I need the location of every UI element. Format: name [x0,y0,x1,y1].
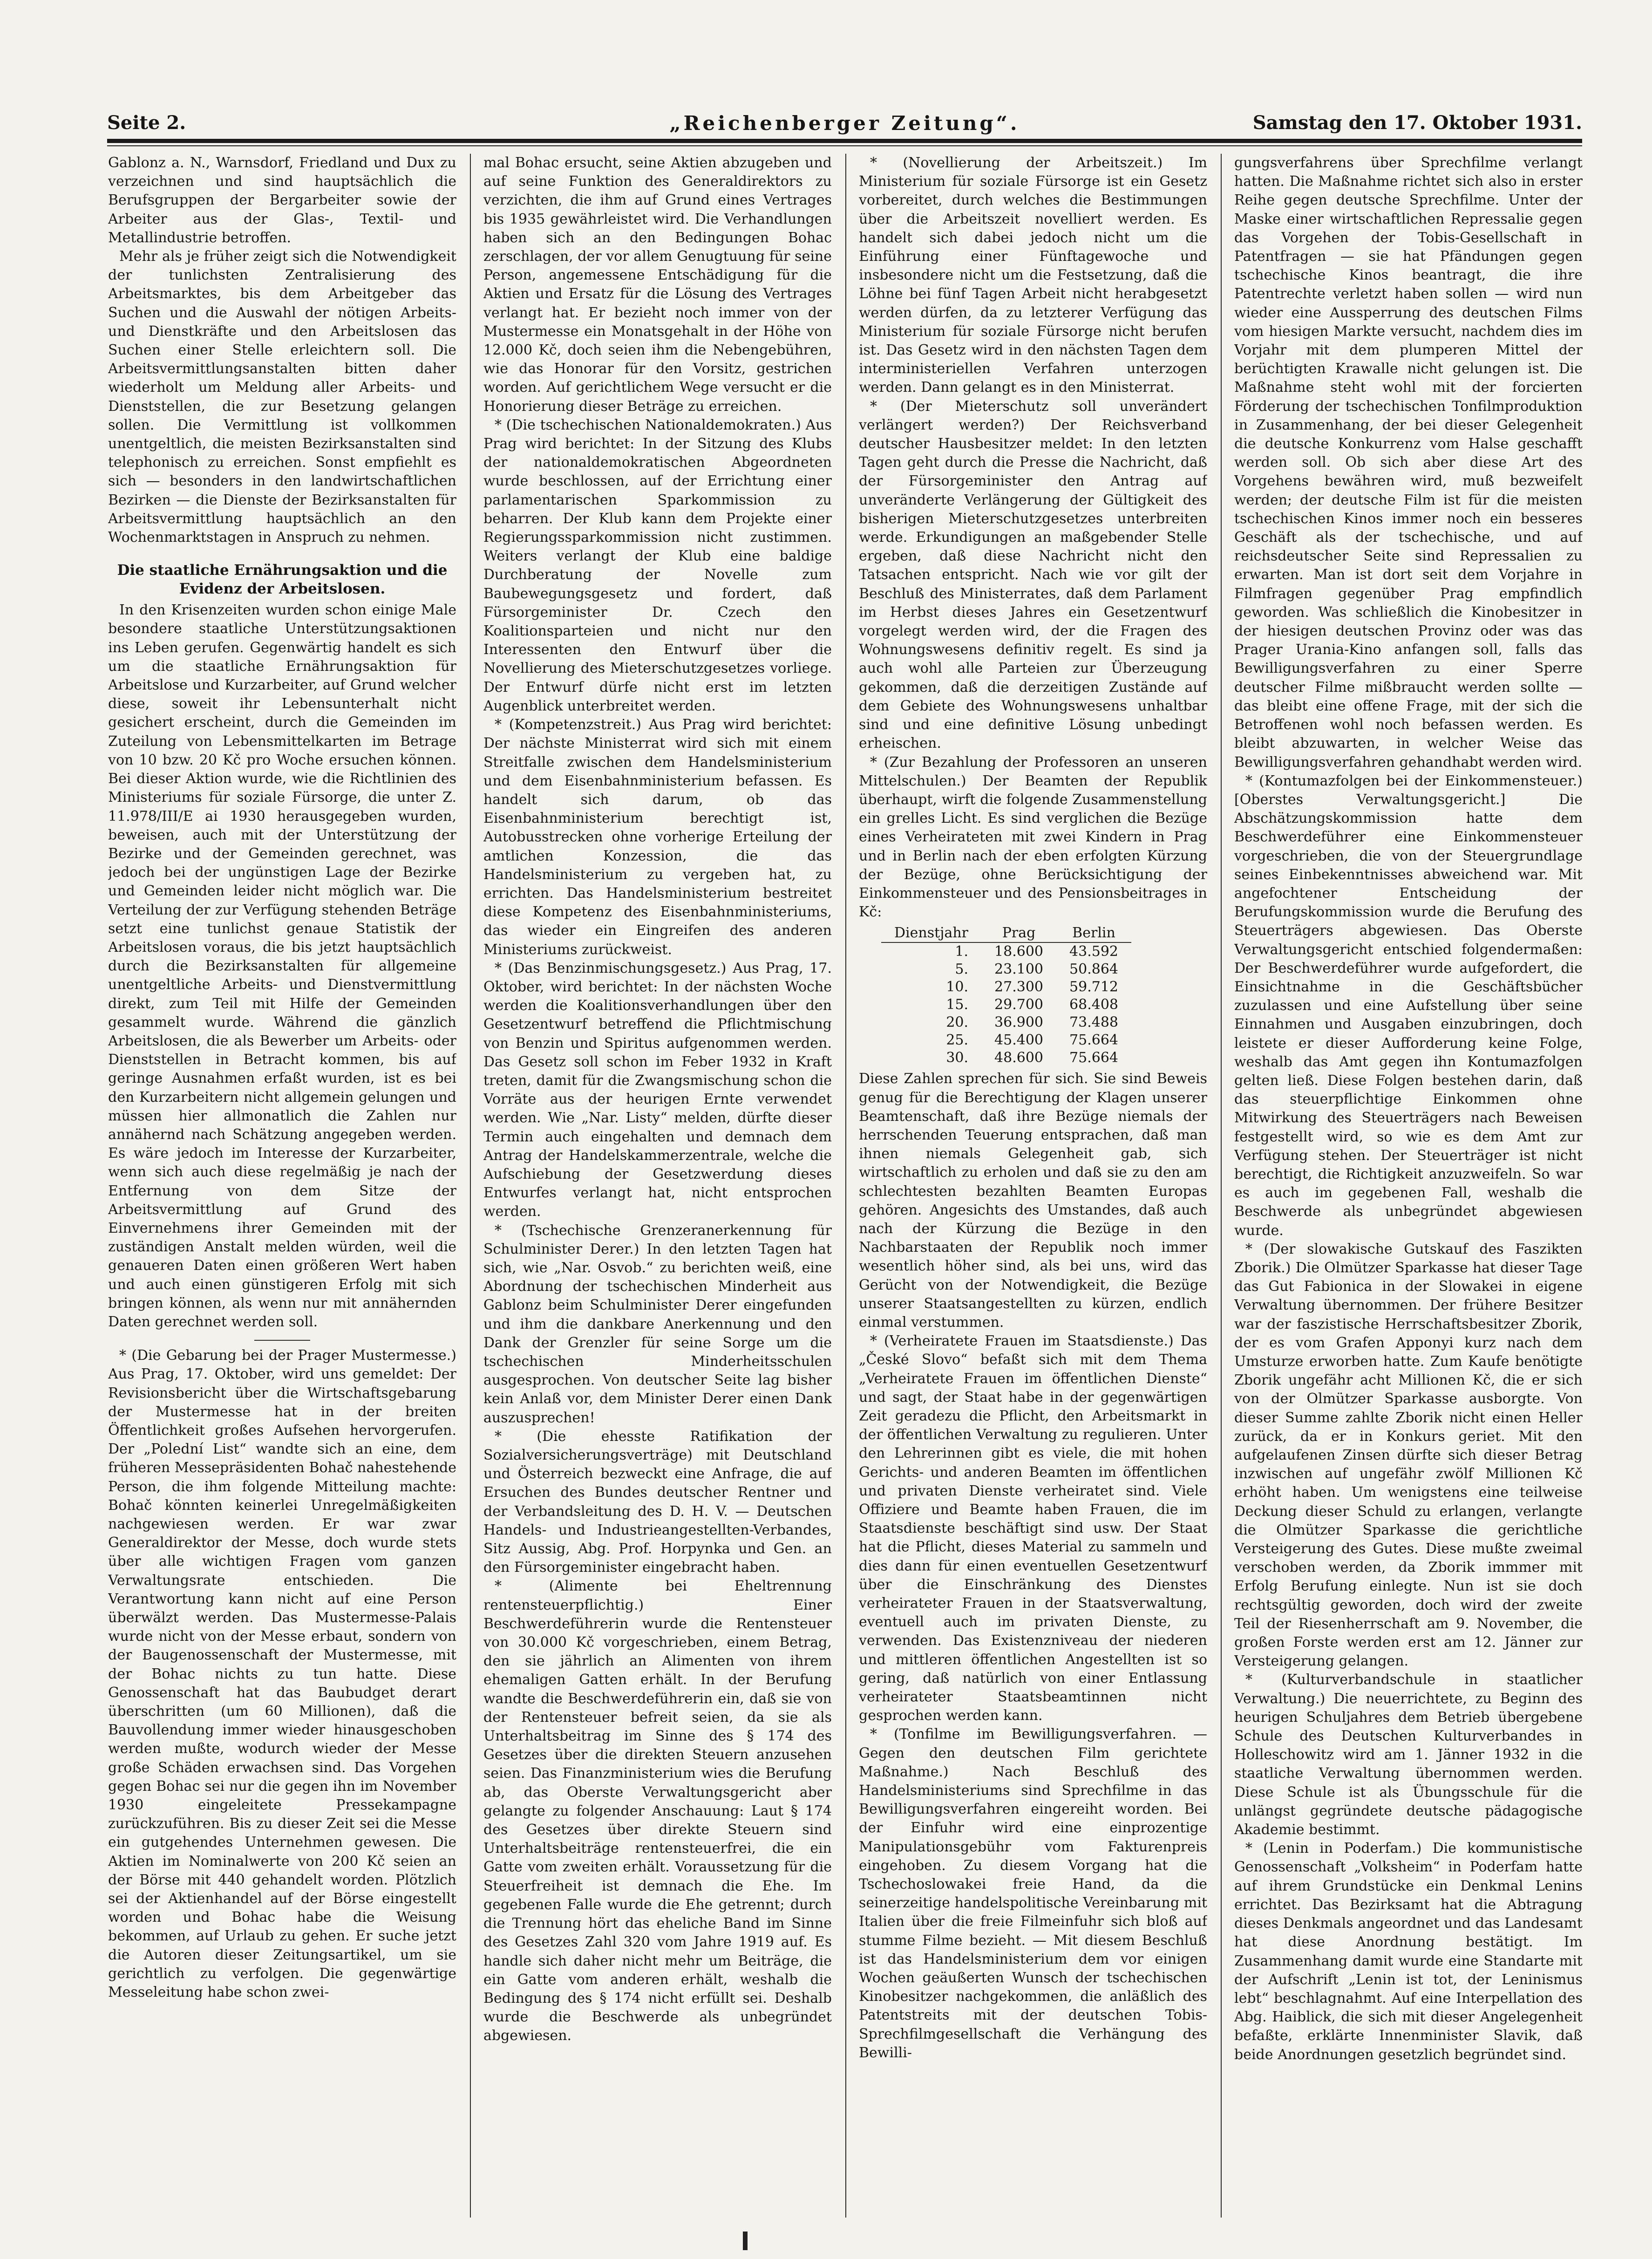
table-cell-berlin: 75.664 [1069,1032,1118,1049]
table-cell-prag: 27.300 [994,979,1044,996]
news-item: * (Novellierung der Arbeitszeit.) Im Ministerium für soziale Fürsorge ist ein Gesetz vorbereitet, durch welches die Bestimmungen über die Arbeitszeit novelliert werden. Es handelt sich dabei jedoch nicht um die Einführung einer Fünftagewoche und insbesondere nicht um die Festsetzung, daß die Löhne bei fünf Tagen Arbeit nicht herabgesetzt werden dürfen, da zu letzterer Verfügung das Ministerium für soziale Fürsorge nicht berufen ist. Das Gesetz wird in den nächsten Tagen dem interministeriellen Verfahren unterzogen werden. Dann gelangt es in den Ministerrat. [859,155,1207,396]
news-item: * (Zur Bezahlung der Professoren an unseren Mittelschulen.) Der Beamten der Republik überhaupt, wirft die folgende Zusammenstellung ein grelles Licht. Es sind verglichen die Bezüge eines Verheirateten mit zwei Kindern in Prag und in Berlin nach der eben erfolgten Kürzung der Bezüge, ohne Berücksichtigung der Einkommensteuer und des Pensionsbeitrages in Kč: [859,754,1207,921]
table-header: Prag [981,924,1056,942]
article-text: Mehr als je früher zeigt sich die Notwendigkeit der tunlichsten Zentralisierung des Arbeitsmarktes, bis dem Arbeitgeber das Suchen und die Auswahl der nötigen Arbeits- und Dienstkräfte und den Arbeitslosen das Suchen einer Stelle erleichtern soll. Die Arbeitsvermittlungsanstalten bitten daher wiederholt um Meldung aller Arbeits- und Dienststellen, die zur Besetzung gelangen sollen. Die Vermittlung ist vollkommen unentgeltlich, die meisten Bezirksanstalten sind telephonisch zu erreichen. Sonst empfiehlt es sich — besonders in den landwirtschaftlichen Bezirken — die Dienste der Bezirksanstalten für Arbeitsvermittlung hauptsächlich an den Wochenmarktstagen in Anspruch zu nehmen. [108,248,456,546]
table-cell-year: 1. [955,943,969,960]
page-header [107,112,1582,140]
column-divider [1221,154,1222,2218]
column-1 [108,154,456,2218]
newspaper-title: „Reichenberger Zeitung“. [669,112,1020,135]
page-number: Seite 2. [107,112,186,134]
table-cell-berlin: 73.488 [1069,1014,1118,1031]
table-cell-year: 15. [946,996,969,1013]
table-cell-year: 20. [946,1014,969,1031]
article-separator [254,1340,310,1341]
news-item: * (Verheiratete Frauen im Staatsdienste.) Das „České Slovo“ befaßt sich mit dem Thema „Verheiratete Frauen im öffentlichen Dienste“ und sagt, der Staat habe in der gegenwärtigen Zeit geradezu die Pflicht, den Arbeitsmarkt in der öffentlichen Verwaltung zu regulieren. Unter den Lehrerinnen gibt es viele, die mit hohen Gerichts- und anderen Beamten im öffentlichen und privaten Dienste verheiratet sind. Viele Offiziere und Beamte haben Frauen, die im Staatsdienste beschäftigt sind usw. Der Staat hat die Pflicht, dieses Material zu sammeln und dies dann für einen eventuellen Gesetzentwurf über die Einschränkung des Dienstes verheirateter Frauen in der Staatsverwaltung, eventuell auch im privaten Dienste, zu verwenden. Das Existenzniveau der niederen und mittleren öffentlichen Angestellten ist so gering, daß natürlich von einer Entlassung verheirateter Staatsbeamtinnen nicht gesprochen werden kann. [859,1333,1207,1724]
news-item: * (Kulturverbandschule in staatlicher Verwaltung.) Die neuerrichtete, zu Beginn des heurigen Schuljahres dem Betrieb übergebene Schule des Deutschen Kulturverbandes in Holleschowitz wird am 1. Jänner 1932 in die staatliche Verwaltung übernommen werden. Diese Schule ist als Übungsschule für die unlängst gegründete deutsche pädagogische Akademie bestimmt. [1234,1672,1583,1838]
news-item: * (Das Benzinmischungsgesetz.) Aus Prag, 17. Oktober, wird berichtet: In der nächsten Woche werden die Koalitionsverhandlungen über den Gesetzentwurf betreffend die Pflichtmischung von Benzin und Spiritus aufgenommen werden. Das Gesetz soll schon im Feber 1932 in Kraft treten, damit für die Zwangsmischung schon die Vorräte aus der heurigen Ernte verwendet werden. Wie „Nar. Listy“ melden, dürfte dieser Termin auch eingehalten und demnach dem Antrag der Handelskammerzentrale, welche die Aufschiebung der Gesetzwerdung dieses Entwurfes verlangt hat, nicht entsprochen werden. [483,960,832,1220]
column-divider [845,154,846,2218]
table-row [881,1014,1131,1031]
article-columns [108,154,1583,2218]
column-2 [483,154,832,2218]
news-item: * (Die Gebarung bei der Prager Mustermesse.) Aus Prag, 17. Oktober, wird uns gemeldet: Der Revisionsbericht über die Wirtschaftsgebarung der Mustermesse hat in der breiten Öffentlichkeit großes Aufsehen hervorgerufen. Der „Polední List“ wandte sich an eine, dem früheren Messepräsidenten Bohač nahestehende Person, die ihm folgende Mitteilung machte: Bohač könnten keinerlei Unregelmäßigkeiten nachgewiesen werden. Er war zwar Generaldirektor der Messe, doch wurde stets über alle wichtigen Fragen vom ganzen Verwaltungsrate entschieden. Die Verantwortung kann nicht auf eine Person überwälzt werden. Das Mustermesse-Palais wurde nicht von der Messe erbaut, sondern von der Baugenossenschaft der Mustermesse, mit der Bohac nichts zu tun hatte. Diese Genossenschaft hat das Baubudget derart überschritten (um 60 Millionen), daß die Bauvollendung immer wieder hinausgeschoben werden mußte, wodurch wieder der Messe große Schäden erwachsen sind. Das Vorgehen gegen Bohac sei nur die gegen ihn im November 1930 eingeleitete Pressekampagne zurückzuführen. Bis zu dieser Zeit sei die Messe ein gutgehendes Unternehmen gewesen. Die Aktien im Nominalwerte von 200 Kč seien an der Börse mit 440 gehandelt worden. Plötzlich sei der Aktienhandel auf der Börse eingestellt worden und Bohac habe die Weisung bekommen, auf Urlaub zu gehen. Er suche jetzt die Autoren dieser Zeitungsartikel, um sie gerichtlich zu verfolgen. Die gegenwärtige Messeleitung habe schon zwei- [108,1347,456,2001]
table-cell-prag: 29.700 [994,996,1044,1013]
table-cell-prag: 45.400 [994,1032,1044,1049]
news-item: * (Der Mieterschutz soll unverändert verlängert werden?) Der Reichsverband deutscher Hausbesitzer meldet: In den letzten Tagen geht durch die Presse die Nachricht, daß der Fürsorgeminister den Antrag auf unveränderte Verlängerung der Gültigkeit des bisherigen Mieterschutzgesetzes unterbreiten werde. Erkundigungen an maßgebender Stelle ergeben, daß diese Nachricht nicht den Tatsachen entspricht. Nach wie vor gilt der Beschluß des Ministerrates, daß dem Parlament im Herbst dieses Jahres ein Gesetzentwurf vorgelegt werden wird, der die Fragen des Wohnungswesens definitiv regelt. Es sind ja auch wohl alle Parteien zur Überzeugung gekommen, daß die derzeitigen Zustände auf dem Gebiete des Wohnungswesens unhaltbar sind und eine definitive Lösung unbedingt erheischen. [859,398,1207,752]
news-item: * (Der slowakische Gutskauf des Faszikten Zborik.) Die Olmützer Sparkasse hat dieser Tage das Gut Fabionica in der Slowakei in eigene Verwaltung übernommen. Der frühere Besitzer war der faszistische Herrschaftsbesitzer Zborik, der es vom Grafen Apponyi kurz nach dem Umsturze erworben hatte. Zum Kaufe benötigte Zborik ungefähr acht Millionen Kč, die er sich von der Olmützer Sparkasse ausborgte. Von dieser Summe zahlte Zborik nicht einen Heller zurück, da er in Konkurs geriet. Mit den aufgelaufenen Zinsen dürfte sich dieser Betrag inzwischen auf ungefähr zwölf Millionen Kč erhöht haben. Um wenigstens eine teilweise Deckung dieser Schuld zu erlangen, verlangte die Olmützer Sparkasse die gerichtliche Versteigerung des Gutes. Diese mußte zweimal verschoben werden, da Zborik immmer mit Erfolg Berufung einlegte. Nun ist sie doch rechtsgültig geworden, doch wird der zweite Teil der Riesenherrschaft am 9. November, die großen Forste werden erst am 12. Jänner zur Versteigerung gelangen. [1234,1241,1583,1670]
article-text: Gablonz a. N., Warnsdorf, Friedland und Dux zu verzeichnen und sind hauptsächlich die Berufsgruppen der Bergarbeiter sowie der Arbeiter aus der Glas-, Textil- und Metallindustrie betroffen. [108,155,456,246]
table-row [881,996,1131,1014]
news-item: * (Tonfilme im Bewilligungsverfahren. — Gegen den deutschen Film gerichtete Maßnahme.) Nach Beschluß des Handelsministeriums sind Sprechfilme in das Bewilligungsverfahren eingereiht worden. Bei der Einfuhr wird eine einprozentige Manipulationsgebühr vom Fakturenpreis eingehoben. Zu diesem Vorgang hat die Tschechoslowakei freie Hand, da die seinerzeitige handelspolitische Vereinbarung mit Italien über die freie Filmeinfuhr sich bloß auf stumme Filme bezieht. — Mit diesem Beschluß ist das Handelsministerium dem vor einigen Wochen geäußerten Wunsch der tschechischen Kinobesitzer nachgekommen, die anläßlich des Patentstreits mit der deutschen Tobis-Sprechfilmgesellschaft die Verhängung des Bewilli- [859,1726,1207,2061]
table-cell-year: 25. [946,1032,969,1049]
article-text: mal Bohac ersucht, seine Aktien abzugeben und auf seine Funktion des Generaldirektors zu verzichten, die ihm auf Grund eines Vertrages bis 1935 gewährleistet wird. Die Verhandlungen haben sich an den Bedingungen Bohac zerschlagen, der vor allem Genugtuung für seine Person, angemessene Entschädigung für die Aktien und Ersatz für die Lösung des Vertrages verlangt hat. Er bezieht noch immer von der Mustermesse ein Monatsgehalt in der Höhe von 12.000 Kč, doch seien ihm die Nebengebühren, wie das Honorar für den Vorsitz, gestrichen worden. Auf gerichtlichem Wege versucht er die Honorierung dieser Beträge zu erreichen. [483,155,832,415]
table-cell-berlin: 50.864 [1069,961,1118,978]
column-divider [470,154,471,2218]
issue-date: Samstag den 17. Oktober 1931. [1252,112,1582,134]
column-3 [859,154,1207,2218]
table-header: Berlin [1056,924,1131,942]
table-body [881,942,1131,1067]
table-row [881,1031,1131,1049]
table-row [881,961,1131,978]
article-text: Diese Zahlen sprechen für sich. Sie sind Beweis genug für die Berechtigung der Klagen unserer Beamtenschaft, daß ihre Bezüge niemals der herrschenden Teuerung entsprachen, daß man ihnen niemals Gelegenheit gab, sich wirtschaftlich zu erholen und daß sie zu den am schlechtesten bezahlten Beamten Europas gehören. Angesichts des Umstandes, daß auch nach der Kürzung die Bezüge in den Nachbarstaaten der Republik noch immer wesentlich höher sind, als bei uns, wird das Gerücht von der Notwendigkeit, die Bezüge unserer Staatsangestellten zu kürzen, endlich einmal verstummen. [859,1071,1207,1331]
table-cell-berlin: 59.712 [1069,979,1118,996]
article-headline: Die staatliche Ernährungsaktion und die Evidenz der Arbeitslosen. [117,562,448,598]
news-item: * (Lenin in Poderfam.) Die kommunistische Genossenschaft „Volksheim“ in Poderfam hatte auf ihrem Grundstücke ein Denkmal Lenins errichtet. Das Bezirksamt hat die Abtragung dieses Denkmals angeordnet und das Landesamt hat diese Anordnung bestätigt. Im Zusammenhang damit wurde eine Standarte mit der Aufschrift „Lenin ist tot, der Leninismus lebt“ beschlagnahmt. Auf eine Interpellation des Abg. Haiblick, die sich mit dieser Angelegenheit befaßte, erklärte Innenminister Slavik, daß beide Anordnungen gesetzlich begründet sind. [1234,1840,1583,2063]
news-item: * (Die tschechischen Nationaldemokraten.) Aus Prag wird berichtet: In der Sitzung des Klubs der nationaldemokratischen Abgeordneten wurde beschlossen, auf der Errichtung einer parlamentarischen Sparkommission zu beharren. Der Klub kann dem Projekte einer Regierungssparkommission nicht zustimmen. Weiters verlangt der Klub eine baldige Durchberatung der Novelle zum Baubewegungsgesetz und fordert, daß Fürsorgeminister Dr. Czech den Koalitionsparteien und nicht nur den Interessenten den Entwurf über die Novellierung des Mieterschutzgesetzes vorliege. Der Entwurf dürfe nicht erst im letzten Augenblick unterbreitet werden. [483,416,832,714]
table-cell-year: 10. [946,979,969,996]
table-row [881,942,1131,961]
news-item: * (Alimente bei Eheltrennung rentensteuerpflichtig.) Einer Beschwerdeführerin wurde die Rentensteuer von 30.000 Kč vorgeschrieben, einem Betrag, den sie jährlich an Alimenten von ihrem ehemaligen Gatten erhält. In der Berufung wandte die Beschwerdeführerin ein, daß sie von der Rentensteuer befreit seien, da sie als Unterhaltsbeitrag im Sinne des § 174 des Gesetzes über die direkten Steuern anzusehen seien. Das Finanzministerium wies die Berufung ab, das Oberste Verwaltungsgericht aber gelangte zu folgender Anschauung: Laut § 174 des Gesetzes über direkte Steuern sind Unterhaltsbeiträge rentensteuerfrei, die ein Gatte vom zweiten erhält. Voraussetzung für die Steuerfreiheit ist demnach die Ehe. Im gegebenen Falle wurde die Ehe getrennt; durch die Trennung hört das eheliche Band im Sinne des Gesetzes Zahl 320 vom Jahre 1919 auf. Es handle sich daher nicht mehr um Beiträge, die ein Gatte vom anderen erhält, weshalb die Bedingung des § 174 nicht erfüllt sei. Deshalb wurde die Beschwerde als unbegründet abgewiesen. [483,1578,832,2044]
table-cell-prag: 36.900 [994,1014,1044,1031]
table-row [881,978,1131,996]
table-cell-prag: 18.600 [994,943,1044,960]
table-cell-berlin: 75.664 [1069,1050,1118,1066]
table-header: Dienstjahr [881,924,981,942]
table-cell-berlin: 43.592 [1069,943,1118,960]
news-item: * (Kompetenzstreit.) Aus Prag wird berichtet: Der nächste Ministerrat wird sich mit einem Streitfalle zwischen dem Handelsministerium und dem Eisenbahnministerium befassen. Es handelt sich darum, ob das Eisenbahnministerium berechtigt ist, Autobusstrecken ohne vorherige Erteilung der amtlichen Konzession, die das Handelsministerium zu vergeben hat, zu errichten. Das Handelsministerium bestreitet diese Kompetenz des Eisenbahnministeriums, das wieder ein Eingreifen des anderen Ministeriums zurückweist. [483,717,832,958]
table-cell-prag: 48.600 [994,1050,1044,1066]
page-footer-mark [743,2232,748,2250]
header-rule-thin [107,145,1582,146]
table-cell-year: 30. [946,1050,969,1066]
article-text: In den Krisenzeiten wurden schon einige Male besondere staatliche Unterstützungsaktionen ins Leben gerufen. Gegenwärtig handelt es sich um die staatliche Ernährungsaktion für Arbeitslose und Kurzarbeiter, auf Grund welcher diese, soweit ihr Lebensunterhalt nicht gesichert erscheint, durch die Gemeinden im Zuteilung von Lebensmittelkarten im Betrage von 10 bzw. 20 Kč pro Woche ersuchen können. Bei dieser Aktion wurde, wie die Richtlinien des Ministeriums für soziale Fürsorge, die unter Z. 11.978/III/E ai 1930 herausgegeben wurden, beweisen, auch mit der Unterstützung der Bezirke und der Gemeinden gerechnet, was jedoch bei der ungünstigen Lage der Bezirke und Gemeinden leider nicht möglich war. Die Verteilung der zur Verfügung stehenden Beträge setzt eine tunlichst genaue Statistik der Arbeitslosen voraus, die bis jetzt hauptsächlich durch die Bezirksanstalten für allgemeine unentgeltliche Arbeits- und Dienstvermittlung direkt, zum Teil mit Hilfe der Gemeinden gesammelt wurde. Während die gänzlich Arbeitslosen, die als Bewerber um Arbeits- oder Dienststellen in Betracht kommen, bis auf geringe Ausnahmen erfaßt wurden, ist es bei den Kurzarbeitern nicht allgemein gelungen und müssen hier allmonatlich die Zahlen nur annähernd nach Schätzung angegeben werden. Es wäre jedoch im Interesse der Kurzarbeiter, wenn sich auch diese regelmäßig je nach der Entfernung von dem Sitze der Arbeitsvermittlung auf Grund des Einvernehmens ihrer Gemeinden mit der zuständigen Anstalt melden würden, weil die genaueren Daten einen größeren Wert haben und auch einen günstigeren Erfolg mit sich bringen können, als wenn nur mit annähernden Daten gerechnet werden soll. [108,602,456,1330]
table-cell-year: 5. [955,961,969,978]
news-item: * (Kontumazfolgen bei der Einkommensteuer.) [Oberstes Verwaltungsgericht.] Die Abschätzungskommission hatte dem Beschwerdeführer eine Einkommensteuer vorgeschrieben, die von der Steuergrundlage seines Einbekenntnisses abweichend war. Mit angefochtener Entscheidung der Berufungskommission wurde die Berufung des Steuerträgers abgewiesen. Das Oberste Verwaltungsgericht entschied folgendermaßen: Der Beschwerdeführer wurde aufgefordert, die Einsichtnahme in die Geschäftsbücher zuzulassen und eine Aufstellung über seine Einnahmen und Ausgaben einzubringen, doch leistete er dieser Aufforderung keine Folge, weshalb das Amt gegen ihn Kontumazfolgen gelten ließ. Diese Folgen bestehen darin, daß das steuerpflichtige Einkommen ohne Mitwirkung des Steuerträgers nach Beweisen festgestellt wird, so wie es dem Amt zur Verfügung stehen. Der Steuerträger ist nicht berechtigt, die Richtigkeit anzuzweifeln. So war es auch im gegebenen Fall, weshalb die Beschwerde als unbegründet abgewiesen wurde. [1234,772,1583,1239]
salary-comparison-table [881,924,1131,1067]
column-4 [1234,154,1583,2218]
article-text: gungsverfahrens über Sprechfilme verlangt hatten. Die Maßnahme richtet sich also in erster Reihe gegen deutsche Sprechfilme. Unter der Maske einer wirtschaftlichen Repressalie gegen das Vorgehen der Tobis-Gesellschaft in Patentfragen — sie hat Pfändungen gegen tschechische Kinos beantragt, die ihre Patentrechte verletzt haben sollen — wird nun wieder eine Aussperrung des deutschen Films vom hiesigen Markte versucht, nachdem dies im Vorjahr mit dem plumperen Mittel der berüchtigten Krawalle nicht gelungen ist. Die Maßnahme steht wohl mit der forcierten Förderung der tschechischen Tonfilmproduktion in Zusammenhang, der bei dieser Gelegenheit die deutsche Konkurrenz vom Halse geschafft werden soll. Ob sich aber diese Art des Vorgehens bewähren wird, muß bezweifelt werden; der deutsche Film ist für die meisten tschechischen Kinos immer noch ein besseres Geschäft als der tschechische, und auf reichsdeutscher Seite sind Repressalien zu erwarten. Man ist dort seit dem Vorjahre in Filmfragen gegenüber Prag empfindlich geworden. Was schließlich die Kinobesitzer in der hiesigen deutschen Provinz oder was das Prager Urania-Kino anfangen soll, falls das Bewilligungsverfahren zu einer Sperre deutscher Filme mißbraucht werden sollte — das bleibt eine offene Frage, mit der sich die Betroffenen wohl noch befassen werden. Es bleibt abzuwarten, in welcher Weise das Bewilligungsverfahren gehandhabt werden wird. [1234,155,1583,771]
table-row [881,1049,1131,1067]
news-item: * (Tschechische Grenzeranerkennung für Schulminister Derer.) In den letzten Tagen hat sich, wie „Nar. Osvob.“ zu berichten weiß, eine Abordnung der tschechischen Minderheit aus Gablonz beim Schulminister Derer eingefunden und ihm die dankbare Anerkennung und den Dank der Grenzler für seine Sorge um die tschechischen Minderheitsschulen ausgesprochen. Von deutscher Seite lag bisher kein Anlaß vor, dem Minister Derer einen Dank auszusprechen! [483,1222,832,1426]
news-item: * (Die ehesste Ratifikation der Sozialversicherungsverträge) mit Deutschland und Österreich bezweckt eine Anfrage, die auf Ersuchen des Bundes deutscher Rentner und der Verbandsleitung des D. H. V. — Deutschen Handels- und Industrieangestellten-Verbandes, Sitz Aussig, Abg. Prof. Horpynka und Gen. an den Fürsorgeminister eingebracht haben. [483,1428,832,1576]
table-cell-prag: 23.100 [994,961,1044,978]
table-cell-berlin: 68.408 [1069,996,1118,1013]
header-rule-thick [107,139,1582,143]
